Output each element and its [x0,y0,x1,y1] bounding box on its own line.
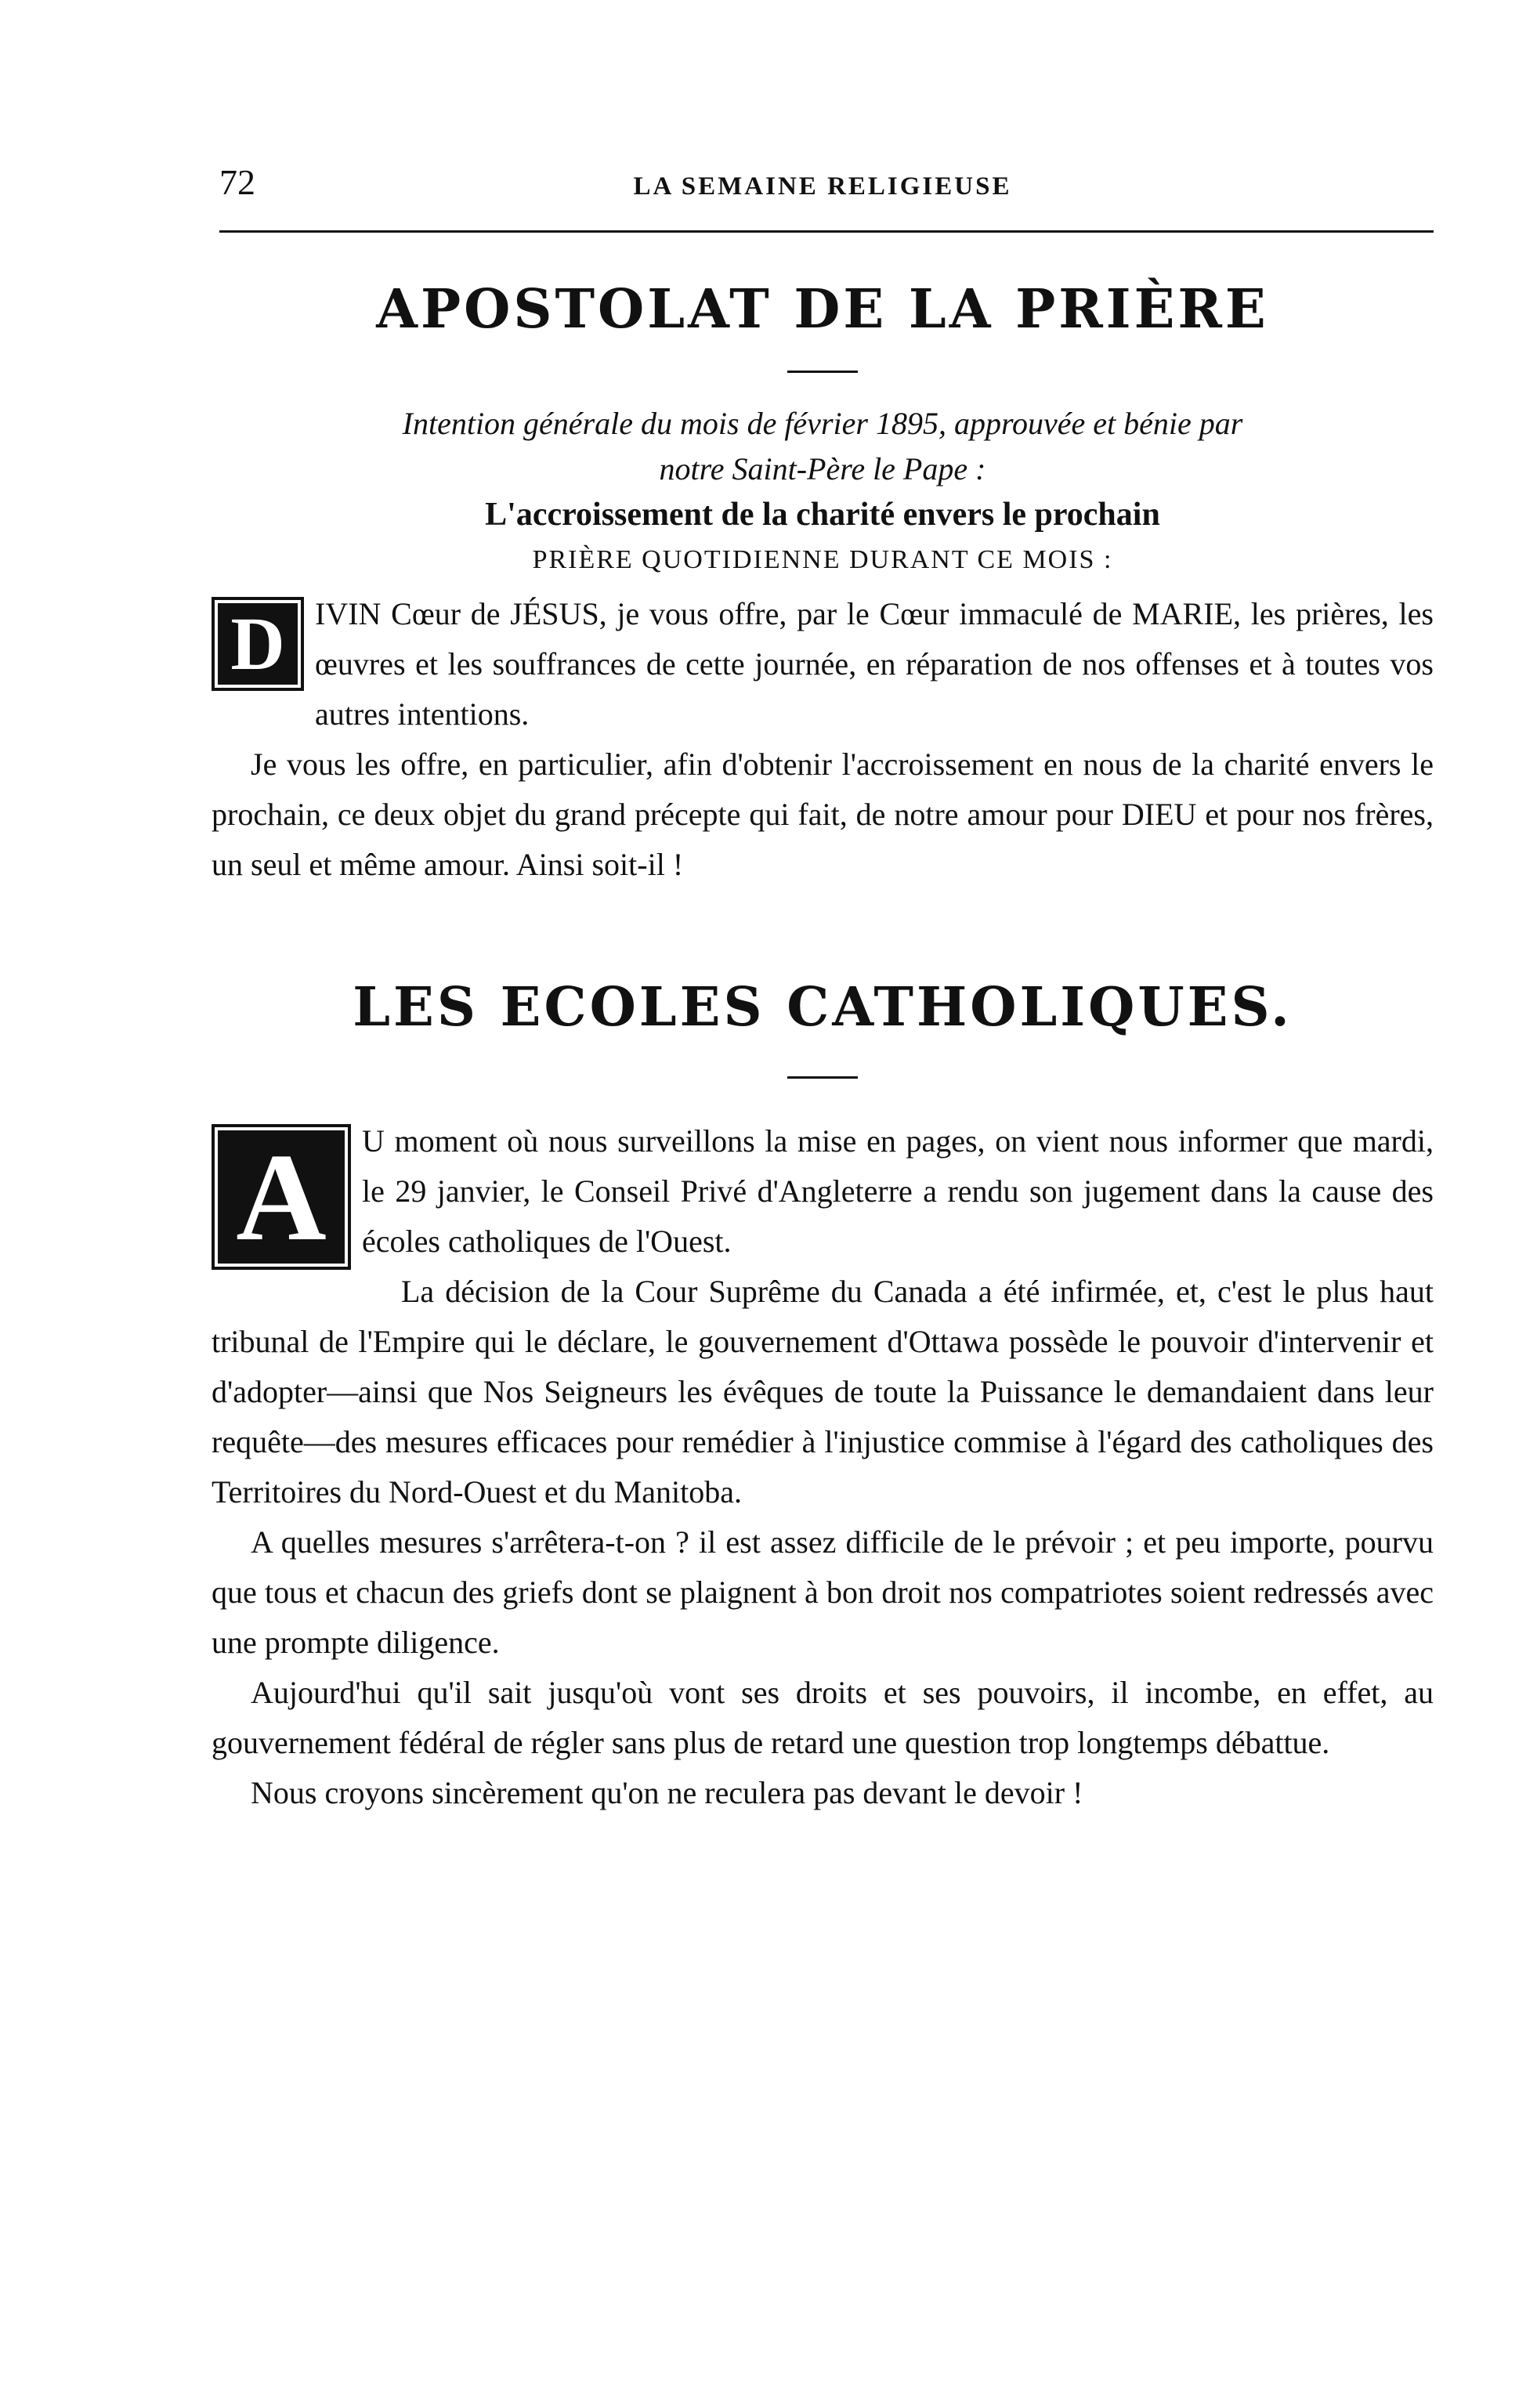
paragraph: A U moment où nous surveillons la mise en pages, on vient nous informer que mardi, le 29 janvier, le Conseil Privé d'Angleterre a rendu son jugement dans la cause des écoles catholiques de l'Ouest. [212,1116,1434,1267]
page-number: 72 [219,162,255,202]
page-header [212,141,1434,204]
paragraph: D IVIN Cœur de JÉSUS, je vous offre, par le Cœur immaculé de MARIE, les prières, les œuvres et les souffrances de cette journée, en réparation de nos offenses et à toutes vos autres intentions. [212,589,1434,739]
document-page [212,141,1434,1818]
intention-line-1: Intention générale du mois de février 1895, approuvée et bénie par [402,406,1243,441]
intention-subject: L'accroissement de la charité envers le prochain [485,497,1160,533]
paragraph: Nous croyons sincèrement qu'on ne reculera pas devant le devoir ! [251,1775,1083,1810]
paragraph: Je vous les offre, en particulier, afin d'obtenir l'accroissement en nous de la charité envers le prochain, ce deux objet du grand précepte qui fait, de notre amour pour DIEU et pour nos frères, un seul et même amour. Ainsi soit-il ! [212,747,1434,882]
header-rule [219,230,1434,233]
article2-title: LES ECOLES CATHOLIQUES. [353,976,1293,1039]
prayer-heading: PRIÈRE QUOTIDIENNE DURANT CE MOIS : [532,545,1113,574]
drop-cap: A [212,1124,351,1270]
paragraph: A quelles mesures s'arrêtera-t-on ? il est assez difficile de le prévoir ; et peu importe, pourvu que tous et chacun des griefs dont se plaignent à bon droit nos compatriotes soient redressés avec une prompte diligence. [212,1524,1434,1660]
paragraph: Aujourd'hui qu'il sait jusqu'où vont ses droits et ses pouvoirs, il incombe, en effet, au gouvernement fédéral de régler sans plus de retard une question trop longtemps débattue. [212,1675,1434,1760]
article1-body [212,589,1434,890]
running-title: LA SEMAINE RELIGIEUSE [633,172,1012,201]
article2-body [212,1116,1434,1818]
article1-title: APOSTOLAT DE LA PRIÈRE [376,278,1269,341]
paragraph: La décision de la Cour Suprême du Canada a été infirmée, et, c'est le plus haut tribunal de l'Empire qui le déclare, le gouvernement d'Ottawa possède le pouvoir d'intervenir et d'adopter—ainsi que Nos Seigneurs les évêques de toute la Puissance le demandaient dans leur requête—des mesures efficaces pour remédier à l'injustice commise à l'égard des catholiques des Territoires du Nord-Ouest et du Manitoba. [212,1274,1434,1510]
drop-cap: D [212,597,304,691]
intention-line-2: notre Saint-Père le Pape : [659,451,986,486]
